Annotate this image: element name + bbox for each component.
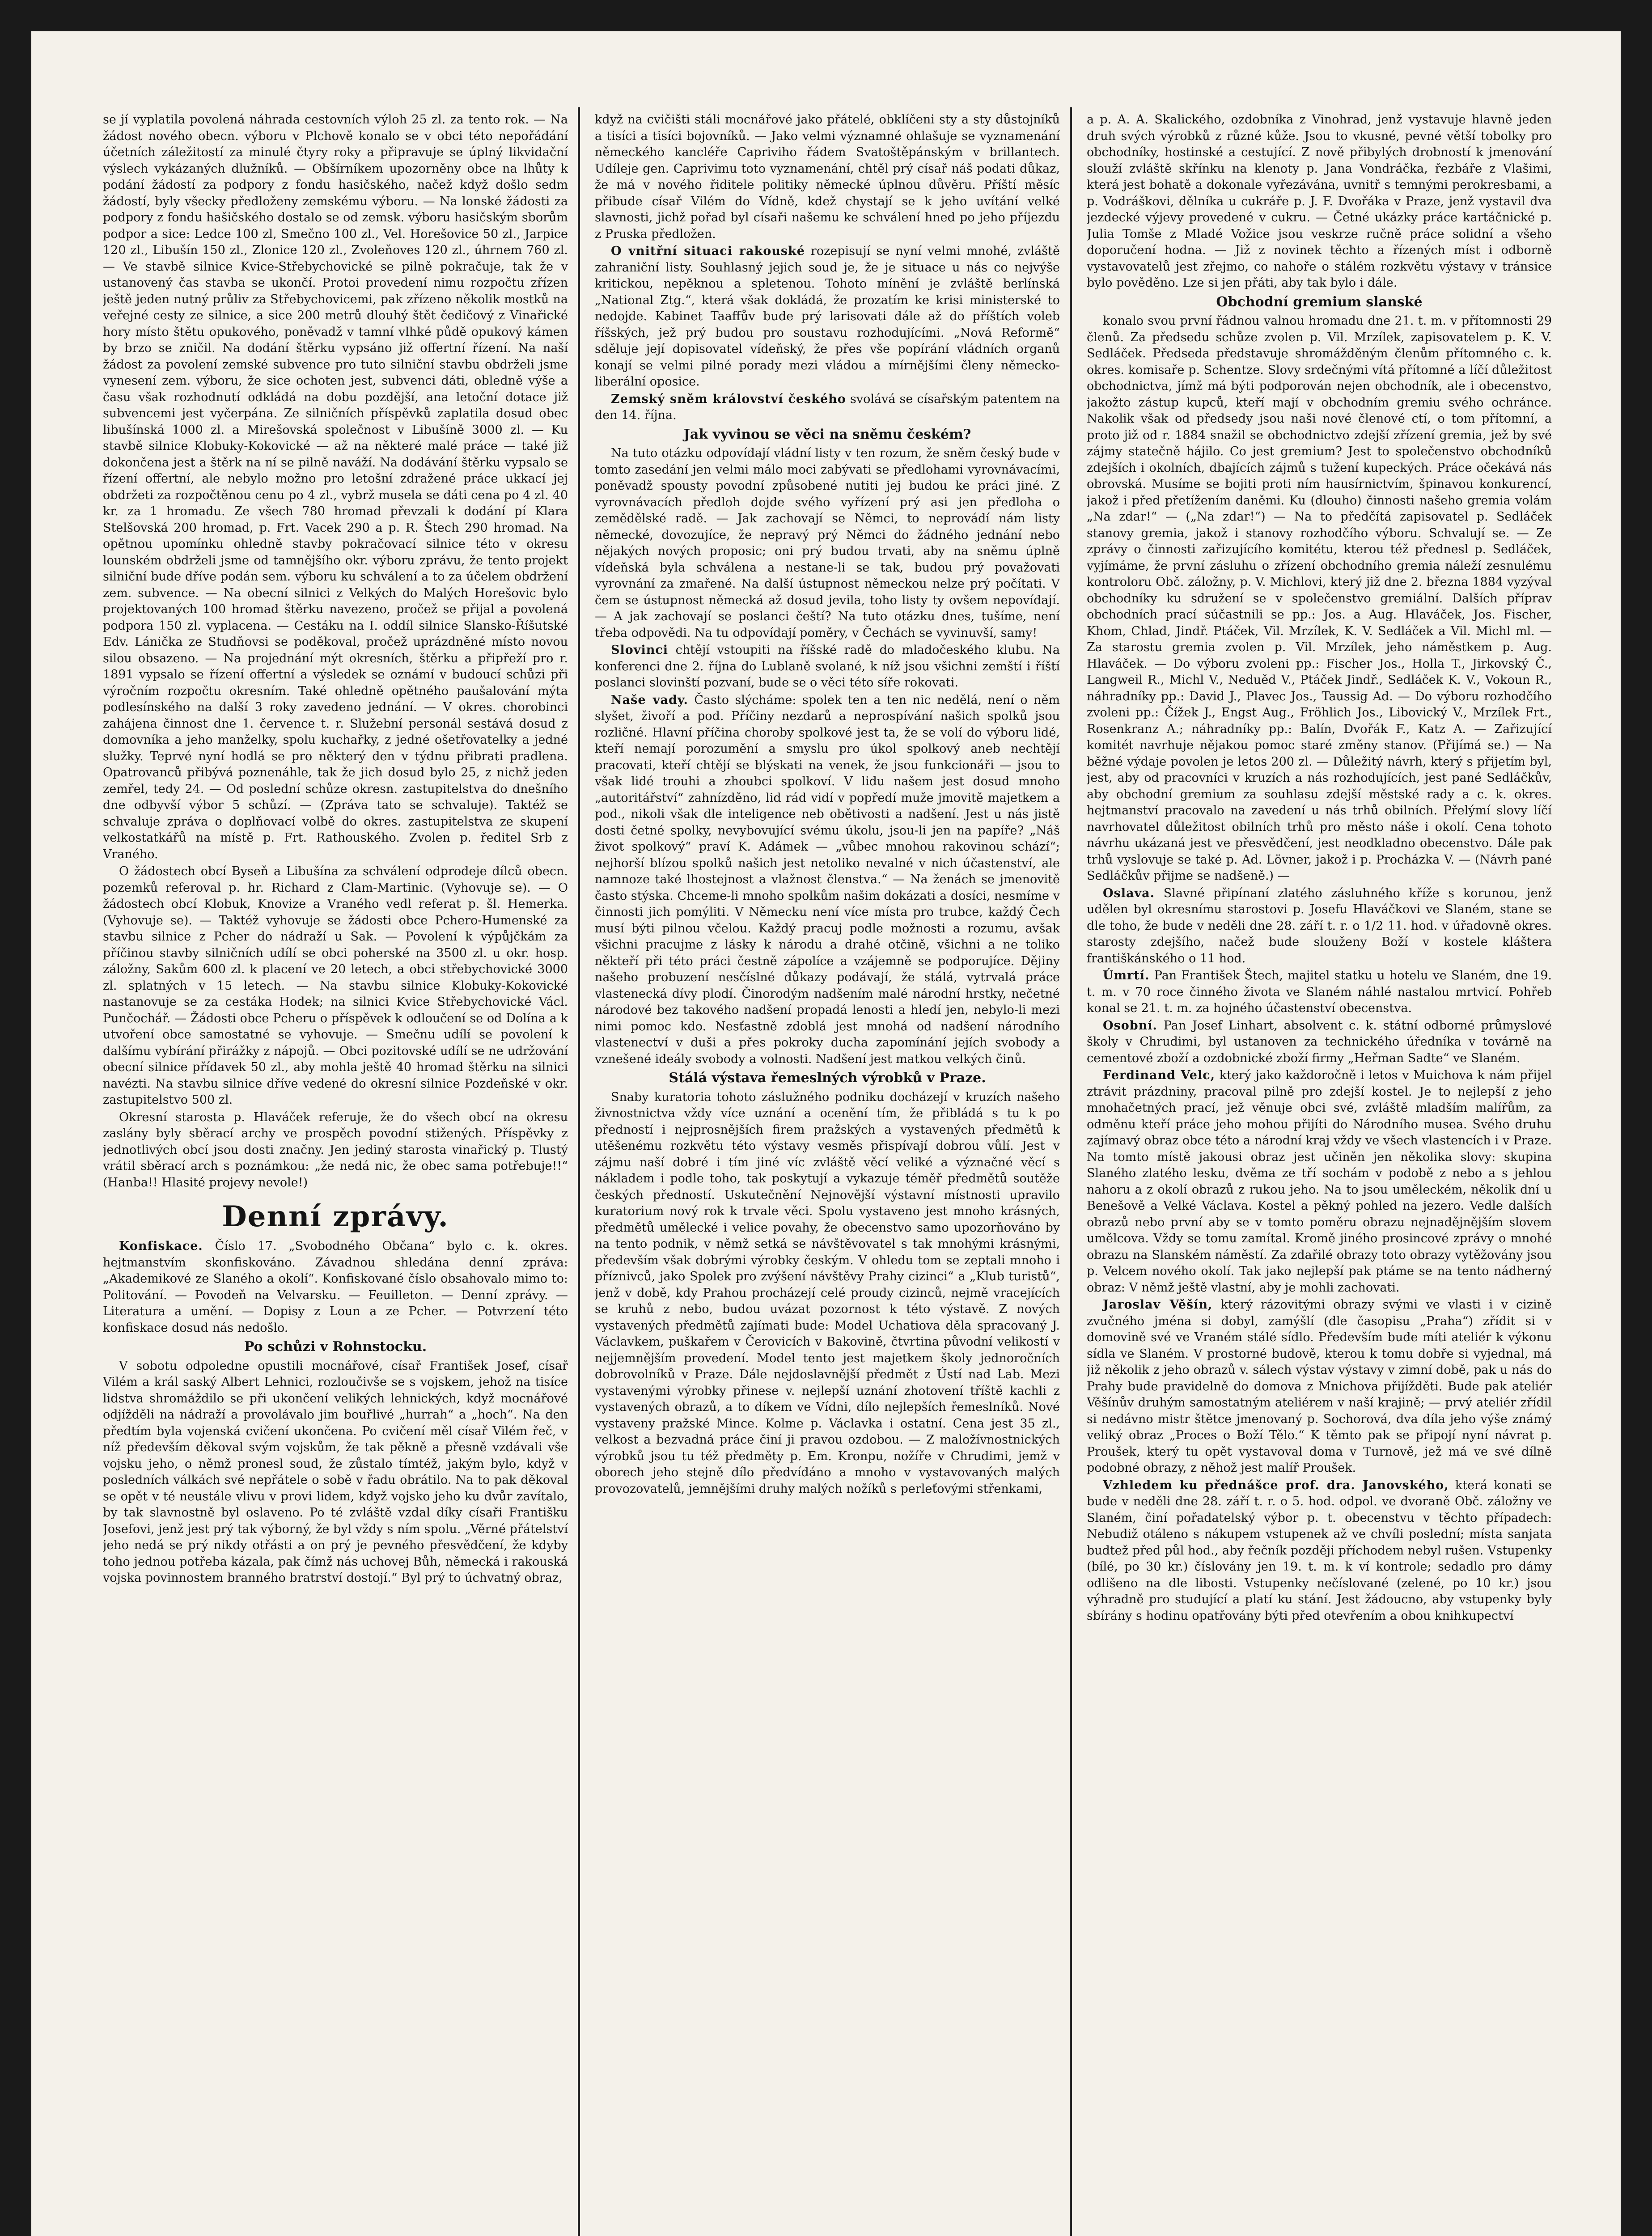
article-stala-vystava: Snaby kuratoria tohoto záslužného podniku docházejí v kruzích našeho živnostnictva vždy více uznání a ocenění tím, že přibládá s tu k po předností i nejprosnějších firem pražských a vystavených předmětů k utěšenému rozkvětu této výstavy vesměs přispívají dobrou vůlí. Jest v zájmu naší dobré i tím jiné víc zvláště věcí veliké a význačné věcí s nákladem i podle toho, tak poskytují a vykazuje téměř předmětů soutěže českých předností. Uskutečnění Nejnovější výstavní místnosti upravilo kuratorium nový rok k trvale věci. Spolu vystaveno jest mnoho krásných, předmětů umělecké i velice povahy, že obecenstvo samo upozorňováno by na tento podnik, v němž setká se návštěvovatel s tak mnohými krásnými, především však dobrými výrobky českým. V ohledu tom se zeptali mnoho i příznivců, jako Spolek pro zvýšení návštěvy Prahy cizinci“ a „Klub turistů“, jenž v době, kdy Prahou procházejí celé proudy cizinců, nejmě vracejících se kruhů z nebo, budou uvázat pozornost k této výstavě. Z nových vystavených předmětů zajímati bude: Model Uchatiova děla spracovaný J. Václavkem, puškařem v Čerovicích v Bakovině, čtvrtina původní velikostí v nejjemnějším provedení. Model tento jest majetkem školy jednoročních dobrovolníků v Praze. Dále nejdoslavnější předmět z Ústí nad Lab. Mezi vystavenými výrobky přinese v. nejlepší uznání zhotovení tříště kachli z vystavených obrazů, a to díkem ve Vídni, dílo nejlepších řemeslníků. Nové vystaveny pražské Mince. Kolme p. Václavka i ostatní. Cena jest 35 zl., velkost a bezvadná práce činí ji pravou ozdobou. — Z maložívnostnických výrobků jsou tu též předměty p. Em. Kronpu, nožíře v Chrudimi, jemž v oborech jeho stejně dílo předvídáno a mnoho v vystavovaných malých provozovatelů, jemnějšími druhy malých nožíků s perleťovými střenkami, <box>595 1090 1060 1496</box>
column-middle <box>595 112 1060 2236</box>
column-left <box>103 112 568 2236</box>
article-snem-otazka: Na tuto otázku odpovídají vládní listy v ten rozum, že sněm český bude v tomto zasedání jen velmi málo moci zabývati se předlohami vyrovnávacími, poněvadž spousty povodní způsobené nutiti jej budou ke práci jiné. Z vyrovnávacích předloh dojde svého vyřízení prý asi jen předloha o zemědělské radě. — Jak zachovají se Němci, to neprovádí nám listy německé, dovozujíce, že nepravý prý Němci do žádného jednání nebo nějakých nových proposic; oni prý budou trvati, aby na sněmu úplně vídeňská byla schválena a nestane-li se tak, budou prý považovati vyrovnání za zmařené. Na další ústupnost německou nelze prý počítati. V čem se ústupnost německá až dosud jevila, toho listy ty ovšem nepovídají. — A jak zachovají se poslanci čeští? Na tuto otázku dnes, tušíme, není třeba odpovědi. Na tu odpovídají poměry, v Čechách se vyvinuvší, samy! <box>595 446 1060 640</box>
section-title: Denní zprávy. <box>222 1200 449 1233</box>
heading-oslava: Oslava. <box>1103 886 1155 900</box>
article-zemsky-snem: svolává se císařským patentem na den 14. října. <box>595 392 1060 422</box>
article-vnitrni-situace: rozepisují se nyní velmi mnohé, zvláště zahraniční listy. Souhlasný jejich soud je, že je situace u nás co nejvýše kritickou, nepěknou a spletenou. Tohoto mínění je zvláště berlínská „National Ztg.“, která však dokládá, že prozatím ke krisi ministerské to nedojde. Kabinet Taaffův bude prý larisovati dále až do příštích voleb říšských, jež prý budou pro soustavu rozhodujícími. „Nová Reformě“ sděluje její dopisovatel vídeňský, že přes vše popírání vládních organů konají se velmi pilné porady mezi vládou a mírnějšími členy německo-liberální oposice. <box>595 244 1060 389</box>
heading-umrti: Úmrtí. <box>1103 969 1150 982</box>
column-divider <box>578 107 580 2236</box>
heading-velc: Ferdinand Velc, <box>1103 1068 1216 1082</box>
heading-nase-vady: Naše vady. <box>611 693 688 707</box>
article-umrti: Pan František Štech, majitel statku u hotelu ve Slaném, dne 19. t. m. v 70 roce činného života ve Slaném náhlé nastalou mrtvicí. Pohřeb konal se 21. t. m. za hojného účastenství obecenstva. <box>1087 969 1552 1015</box>
heading-prednaska: Vzhledem ku přednášce prof. dra. Janovského, <box>1103 1478 1449 1492</box>
heading-zemsky-snem: Zemský sněm království českého <box>611 392 846 406</box>
article-rohnstock: V sobotu odpoledne opustili mocnářové, císař František Josef, císař Vilém a král saský Albert Lehnici, rozloučivše se s vojskem, jehož na tisíce lidstva shromáždilo se při ukončení velikých lehnických, když mocnářové odjížděli na nádraží a provolávalo jim bouřlivé „hurrah“ a „hoch“. Na den předtím byla vojenská cvičení ukončena. Po cvičení měl císař Vilém řeč, v níž především děkoval svým vojskům, že tak pěkně a přesně vzdávali vše vojsku jeho, o němž pronesl soud, že zůstalo tímtéž, jakým bylo, když v posledních válkách své nepřátele o sobě v řadu obrátilo. Na to pak děkoval se opět v té neustále vlivu v provi lidem, když vojsko jeho ku dvůr zavítalo, by tak slavnostně byl oslaveno. Po té zvláště vzdal díky císaři Františku Josefovi, jenž jest prý tak výborný, že byl vždy s ním spolu. „Věrné přátelství jeho nedá se prý nikdy otřásti a on prý je pevného přesvědčení, že kdyby toho jednou potřeba kázala, pak čímž nás uchovej Bůh, německá i rakouská vojska povinnostem branného bratrství dostojí.“ Byl prý to úchvatný obraz, <box>103 1359 568 1585</box>
column-right <box>1087 112 1552 2236</box>
heading-obchodni-gremium: Obchodní gremium slanské <box>1216 294 1423 310</box>
article-osobni: Pan Josef Linhart, absolvent c. k. státní odborné průmyslové školy v Chrudimi, byl ustanoven za technického úředníka v továrně na cementové zboží a ozdobnické zboží firmy „Heřman Sadte“ ve Slaném. <box>1087 1018 1552 1065</box>
heading-vesin: Jaroslav Věšín, <box>1103 1298 1213 1312</box>
article-velc: který jako každoročně i letos v Muichova k nám přijel ztrávit prázdniny, pracoval pilně pro zdejší kostel. Je to nejlepší z jeho mnohačetných prací, jež věnuje obci své, zvláště mladším malířům, za odměnu kteří práce jeho mohou přijíti do Národního musea. Svého druhu zajímavý obraz obce této a národní kraj vždy ve všech vlastencích i v Praze. Na tomto místě jakousi obraz jest učiněn jen několika slovy: skupina Slaného zlatého lesku, dvěma ze tří sochám v podobě z nebo a s jehlou nahoru a z okolí obrazů z rukou jeho. Na to jsou uměleckém, několik dní u Benešově a Velké Václava. Kostel a pěkný pohled na jezero. Vedle dalších obrazů nebo první aby se v tomto poměru obrazu nejnadějnějším slovem umělcova. Vždy se tomu zamítal. Kromě jiného prosincové zprávy o mnohé obrazu na Slanském náměstí. Za zdařilé obrazy toto obrazy vytěžovány jsou p. Velcem nového okolí. Tak jako nejlepší pak ptáme se na tento nádherný obraz: V němž ještě vlastní, aby je mohli zachovati. <box>1087 1068 1552 1295</box>
article-slovinci: chtějí vstoupiti na říšské radě do mladočeského klubu. Na konferenci dne 2. října do Lublaně svolané, k níž jsou všichni zemští i říští poslanci slovinští pozvaní, bude se o věci této síře rokovati. <box>595 643 1060 690</box>
heading-slovinci: Slovinci <box>611 643 669 657</box>
article-obchodni-gremium: konalo svou první řádnou valnou hromadu dne 21. t. m. v přítomnosti 29 členů. Za předsedu schůze zvolen p. Vil. Mrzílek, zapisovatelem p. K. V. Sedláček. Předseda představuje shromážděným členům přítomného c. k. okres. komisaře p. Schentze. Slovy srdečnými vítá přítomné a líčí důležitost obchodnictva, jímž má býti podporován nejen obchodník, ale i obecenstvo, jakožto zástup kupců, kteří mají v obchodním gremiu svého ochránce. Nakolik však od předsedy jsou naši nové členové ctí, o tom přítomní, a proto již od r. 1884 snažil se obchodnictvo zdejší zřízení gremia, jež by své zájmy statečně hájilo. Co jest gremium? Jest to společenstvo obchodníků zdejších i okolních, dbajících zájmů s tužení kupeckých. Práce očekává nás obrovská. Musíme se bojiti proti ním hausírnictvím, špinavou konkurencí, jakož i před přetížením daněmi. Ku (dlouho) činnosti našeho gremia volám „Na zdar!“ — („Na zdar!“) — Na to předčítá zapisovatel p. Sedláček stanovy gremia, jakož i stanovy rozhodčího výboru. Schvalují se. — Ze zprávy o činnosti zařizujícího komitétu, kterou též přednesl p. Sedláček, vyjímáme, že první zásluhu o zřízení obchodního gremia náleží zesnulému kontroloru Obč. záložny, p. V. Michlovi, který již dne 2. března 1884 vyzýval obchodníky ku sdružení se v společenstvo gremiální. Dalších příprav obchodních prací súčastnili se pp.: Jos. a Aug. Hlaváček, Jos. Fischer, Khom, Chlad, Jindř. Ptáček, Vil. Mrzílek, K. V. Sedláček a Vil. Michl ml. — Za starostu gremia zvolen p. Vil. Mrzílek, jeho náměstkem p. Aug. Hlaváček. — Do výboru zvoleni pp.: Fischer Jos., Holla T., Jirkovský Č., Langweil R., Michl V., Neduěd V., Ptáček Jindř., Sedláček K. V., Vokoun R., náhradníky pp.: David J., Plavec Jos., Taussig Ad. — Do výboru rozhodčího zvoleni pp.: Čížek J., Engst Aug., Fröhlich Jos., Libovický V., Mrzílek Frt., Rosenkranz A.; náhradníky pp.: Balín, Dvořák F., Katz A. — Zařizující komitét navrhuje nějakou pomoc staré změny stanov. (Přijímá se.) — Na běžné výdaje povolen je letos 200 zl. — Důležitý návrh, který s přijetím byl, jest, aby od pracovníci v kruzích a nás rozhodujících, jest pané Sedláčkův, aby obchodní gremium za souhlasu zdejší městské rady a c. k. okres. hejtmanství pracovalo na zavedení u nás trhů obilních. Přelýmí slovy líčí navrhovatel důležitost obilních trhů pro město náše i okolí. Cena tohoto návrhu ukázaná jest ve přesvědčení, jest neodkladno obecenstvo. Dále pak trhů vyslovuje se také p. Ad. Lövner, jakož i p. Procházka V. — (Návrh pané Sedláčkův přijme se nadšeně.) — <box>1087 314 1552 883</box>
heading-osobni: Osobní. <box>1103 1018 1157 1033</box>
heading-snem-otazka: Jak vyvinou se věci na sněmu českém? <box>683 426 971 442</box>
article-district-report: se jí vyplatila povolená náhrada cestovních výloh 25 zl. za tento rok. — Na žádost nového obecn. výboru v Plchově konalo se v obci této nepořádání účetních záležitostí za minulé čtyry roky a připravuje se úplný likvidační výslech vykázaných dlužníků. — Obšírníkem upozorněny obce na lhůty k podání žádostí za podpory z fondu hasičského, načež když došlo sedm žádostí, byly všecky předloženy zemskému výboru. — Na lonské žádosti za podpory z fondu hašičského dostalo se od zemsk. výboru hasičským sborům podpor a sice: Ledce 100 zl, Smečno 100 zl., Vel. Horešovice 50 zl., Jarpice 120 zl., Libušín 150 zl., Zlonice 120 zl., Zvoleňoves 120 zl., úhrnem 760 zl. — Ve stavbě silnice Kvice-Střebychovické se pilně pokračuje, tak že v ustanovený čas stavba se ukončí. Protoi provedení nimu rozpočtu zřízen ještě jeden nutný průliv za Střebychovicemi, pak zřízeno několik mostků na veřejné cesty ze silnice, a sice 200 metrů dlouhý štět čedičový z Vinařické hory místo štětu opukového, poněvadž v tamní vlhké půdě opukový kámen by brzo se zničil. Na dodání štěrku vypsáno již offertní řízení. Na naší žádost za povolení zemské subvence pro tuto silniční stavbu obdrželi jsme vynesení zem. výboru, že sice ochoten jest, subvenci dáti, obledně výše a času však rozhodnutí odkládá na dobu pozdější, ana letoční dotace již subvencemi jest vyčerpána. Ze silničních příspěvků zaplatila dosud obec libušínská 1000 zl. a Mirešovská společnost v Libušíně 3000 zl. — Ku stavbě silnice Klobuky-Kokovické — až na některé malé práce — také již dokončena jest a štěrk na ní se pilně naváží. Na dodávání štěrku vypsalo se řízení offertní, ale nebylo možno pro letošní zdražené práce ukkací jej obdržeti za rozpočtěnou cenu po 4 zl., vybrž musela se dáti cena po 4 zl. 40 kr. za 1 hromadu. Ze všech 780 hromad převzali k dodání pí Klara Stelšovská 200 hromad, p. Frt. Vacek 290 a p. R. Štech 290 hromad. Na opětnou upomínku ohledně stavby pokračovací silnice této v okresu lounském obdrželi jsme od tamnějšího okr. výboru zprávu, že tento projekt silniční bude dříve podán sem. výboru ku schválení a to za účelem obdržení zem. subvence. — Na obecní silnici z Velkých do Malých Horešovic bylo projektovaných 100 hromad štěrku navezeno, pročež se přijal a povolená podpora 150 zl. vyplacena. — Cestáku na I. oddíl silnice Slansko-Říšutské Edv. Lánička ze Studňovsi se poděkoval, pročež uprázdněné místo novou silou obsazeno. — Na projednání mýt okresních, štěrku a připřeží pro r. 1891 vypsalo se řízení offertní a výsledek se oznámí v budoucí schůzi při výročním rozpočtu okresním. Také ohledně opětného paušalování mýta podlesínského na další 3 roky zavedeno jednání. — V okres. chorobinci zahájena činnost dne 1. července t. r. Služební personál sestává dosud z domovníka a jeho manželky, spolu kuchařky, z jedné ošetřovatelky a jedné služky. Teprvé nyní hodlá se pro některý den v týdnu přibrati pradlena. Opatrovanců přibývá poznenáhle, tak že jich dosud bylo 25, z nichž jeden zemřel, tedy 24. — Od poslední schůze okresn. zastupitelstva do dnešního dne odbyvší výbor 5 schůzí. — (Zpráva tato se schvaluje). Taktéž se schvaluje zpráva o doplňovací volbě do okres. zastupitelstva ze skupení velkostatkářů na místě p. Frt. Rathouského. Zvolen p. ředitel Srb z Vraného. <box>103 113 568 861</box>
article-district-report-cont: O žádostech obcí Byseň a Libušína za schválení odprodeje dílců obecn. pozemků referoval p. hr. Richard z Clam-Martinic. (Vyhovuje se). — O žádostech obcí Klobuk, Knovize a Vraného vedl referat p. šl. Hemerka. (Vyhovuje se). — Taktéž vyhovuje se žádosti obce Pchero-Humenské za stavbu silnice z Pcher do nádraží u Sak. — Povolení k výpůjčkám za příčinou stavby silničních udílí se obci poherské na 3500 zl. u okr. hosp. záložny, Sakům 600 zl. k placení ve 20 letech, a obci střebychovické 3000 zl. splatných v 15 letech. — Na stavbu silnice Klobuky-Kokovické nastanovuje se za cestáka Hodek; na silnici Kvice Střebychovické Václ. Punčochář. — Žádosti obce Pcheru o příspěvek k odloučení se od Dolína a k utvoření obce samostatné se vyhovuje. — Smečnu udílí se povolení k dalšímu vybírání přirážky z nápojů. — Obci pozitovské udílí se ne udržování obecní silnice přídavek 50 zl., aby mohla ještě 40 hromad štěrku na silnici navézti. Na stavbu silnice dříve vedené do okresní silnice Pozdeňské v okr. zastupitelstvo 500 zl. <box>103 864 568 1107</box>
article-collection-note: Okresní starosta p. Hlaváček referuje, že do všech obcí na okresu zaslány byly sběrací archy ve prospěch povodní stižených. Příspěvky z jednotlivých obcí jsou dosti značny. Jen jediný starosta vinařický p. Tlustý vrátil sběrací arch s poznámkou: „že nedá nic, že obec sama potřebuje!!“ (Hanba!! Hlasité projevy nevole!) <box>103 1110 568 1190</box>
heading-vnitrni-situace: O vnitřní situaci rakouské <box>611 244 805 258</box>
article-rohnstock-cont: když na cvičišti stáli mocnářové jako přátelé, obklíčeni sty a sty důstojníků a tisíci a tisíci bojovníků. — Jako velmi významné ohlašuje se vyznamenání německého kancléře Capriviho řádem Svatoštěpánským v brillantech. Udíleje gen. Caprivimu toto vyznamenání, chtěl prý císař náš podati důkaz, že má v nového řiditele politiky německé úplnou důvěru. Příští měsíc přibude císař Vilém do Vídně, kdež chystají se k jeho uvítání velké slavnosti, jichž pořad byl císaři našemu ke schválení hned po jeho příjezdu z Pruska předložen. <box>595 113 1060 241</box>
article-vesin: který rázovitými obrazy svými ve vlasti i v cizině zvučného jména si dobyl, zamýšlí (dle časopisu „Praha“) zřídit si v domovině své ve Vraném stálé sídlo. Především bude míti ateliér k výkonu sídla ve Slaném. V prostorné budově, kterou k tomu dobře si vyjednal, má již několik z jeho obrazů v. sálech výstav výstavy v zimní době, pak u nás do Prahy bude pravidelně do domova z Mnichova přijížděti. Bude pak ateliér Věšínův druhým samostatným ateliérem v naší krajině; — prvý ateliér zřídil si nedávno mistr štětce jmenovaný p. Sochorová, dva díla jeho výše známý veliký obraz „Proces o Boží Tělo.“ K těmto pak se připojí nyní návrat p. Proušek, který tu opět vystavoval doma v Turnově, jež má ve své dílně podobné obrazy, z něhož jest malíř Proušek. <box>1087 1298 1552 1475</box>
article-oslava: Slavné připínaní zlatého zásluhného kříže s korunou, jenž udělen byl okresnímu starostovi p. Josefu Hlaváčkovi ve Slaném, stane se dle toho, že bude v neděli dne 28. září t. r. o 1/2 11. hod. v úřadovně okres. starosty zdejšího, načež bude slouženy Boží v kostele kláštera františkánského o 11 hod. <box>1087 886 1552 966</box>
article-konfiskace: Číslo 17. „Svobodného Občana“ bylo c. k. okres. hejtmanstvím skonfiskováno. Závadnou shledána denní zpráva: „Akademikové ze Slaného a okolí“. Konfiskované číslo obsahovalo mimo to: Politování. — Povodeň na Velvarsku. — Feuilleton. — Denní zprávy. — Literatura a umění. — Dopisy z Loun a ze Pcher. — Potvrzení této konfiskace dosud nás nedošlo. <box>103 1239 568 1335</box>
heading-rohnstock: Po schůzi v Rohnstocku. <box>244 1339 427 1355</box>
heading-konfiskace: Konfiskace. <box>119 1239 203 1253</box>
article-nase-vady: Často slýcháme: spolek ten a ten nic nedělá, není o něm slyšet, živoří a pod. Příčiny nezdarů a neprospívání našich spolků jsou rozličné. Hlavní příčina choroby spolkové jest ta, že se volí do výboru lidé, kteří nemají porozumění a smyslu pro úkol spolkový aneb nechtějí pracovati, kteří chtějí se blýskati na venek, že jsou funkcionáři — jsou to však lidé trouhi a zhoubci spolkoví. V lidu našem jest dosud mnoho „autoritářství“ zahnízděno, lid rád vidí v popředí muže jmovitě majetkem a pod., nikoli však dle inteligence neb obětivosti a nadšení. Jest u nás jistě dosti četné spolky, nevybovující svému úkolu, jsou-li jen na papíře? „Náš život spolkový“ praví K. Adámek — „vůbec mnohou rakovinou schází“; nejhorší blízou spolků našich jest netoliko nevalné v nich účastenství, ale namnoze také lhostejnost a vlažnost členstva.“ — Na ženách se jmenovitě často stýska. Chceme-li mnoho spolkům našim dokázati a dosíci, nesmíme v činnosti jich pomýliti. V Německu není více místa pro trubce, každý Čech musí býti pilnou včelou. Každý pracuj podle možnosti a rozumu, avšak všichni pracujme z lásky k národu a drahé otčině, všichni a ne toliko někteří při této práci čestně zápolíce a vzájemně se podporujíce. Dějiny našeho probuzení nesčíslné důkazy podávají, že stálá, vytrvalá práce vlastenecká dívy plodí. Činorodým nadšením malé národní hrstky, nečetné národové bez takového nadšení propadá lenosti a hledí jen, nebylo-li mezi nimi pomoc kdo. Nesťastně zdoblá jest mnohá od nadšení národního vlastenectví v duši a přes pokroky ducha zapomínání jejích svobody a vznešené ideály svobody a volnosti. Nadšení jest matkou velkých činů. <box>595 693 1060 1066</box>
column-divider <box>1070 107 1072 2236</box>
article-stala-vystava-cont: a p. A. A. Skalického, ozdobníka z Vinohrad, jenž vystavuje hlavně jeden druh svých výrobků z různé kůže. Jsou to vkusné, pevné větší tobolky pro obchodníky, hostinské a cestující. Z nově přibylých drobností k jmenování slouží zvláště skřínku na klenoty p. Jana Vondráčka, řezbáře z Vlašimi, která jest bohatě a dokonale vyřezávána, uvnitř s temnými perokresbami, a p. Vodráškovi, dělníka u cukráře p. J. F. Dvořáka v Praze, jenž vystavil dva jezdecké výjevy provedené v cukru. — Četné ukázky práce kartáčnické p. Julia Tomše z Mladé Vožice jsou veskrze ručně práce solidní a všeho doporučení hodna. — Již z novinek těchto a řízených míst i odborně vystavovatelů jest zřejmo, co nahoře o stálém rozkvětu výstavy v tránsice bylo pověděno. Lze si jen přáti, aby tak bylo i dále. <box>1087 113 1552 290</box>
heading-stala-vystava: Stálá výstava řemeslných výrobků v Praze. <box>669 1070 986 1086</box>
newspaper-page <box>31 31 1621 2236</box>
article-prednaska: která konati se bude v neděli dne 28. září t. r. o 5. hod. odpol. ve dvoraně Obč. záložny ve Slaném, činí pořadatelský výbor p. t. obecenstvu v těchto případech: Nebudiž otálenо s nákupem vstupenek až ve chvíli poslední; místa sanjata budtež před půl hod., aby řečník později příchodem nebyl rušen. Vstupenky (bílé, po 30 kr.) číslovány jen 19. t. m. k ví kontrole; sedadlo pro dámy odlišeno na dle libosti. Vstupenky nečíslované (zelené, po 10 kr.) jsou výhradně pro studující a platí ku stání. Jest žádoucno, aby vstupenky byly sbírány s hodinu opatřovány býti před otevřením a obou knihkupectví <box>1087 1478 1552 1623</box>
